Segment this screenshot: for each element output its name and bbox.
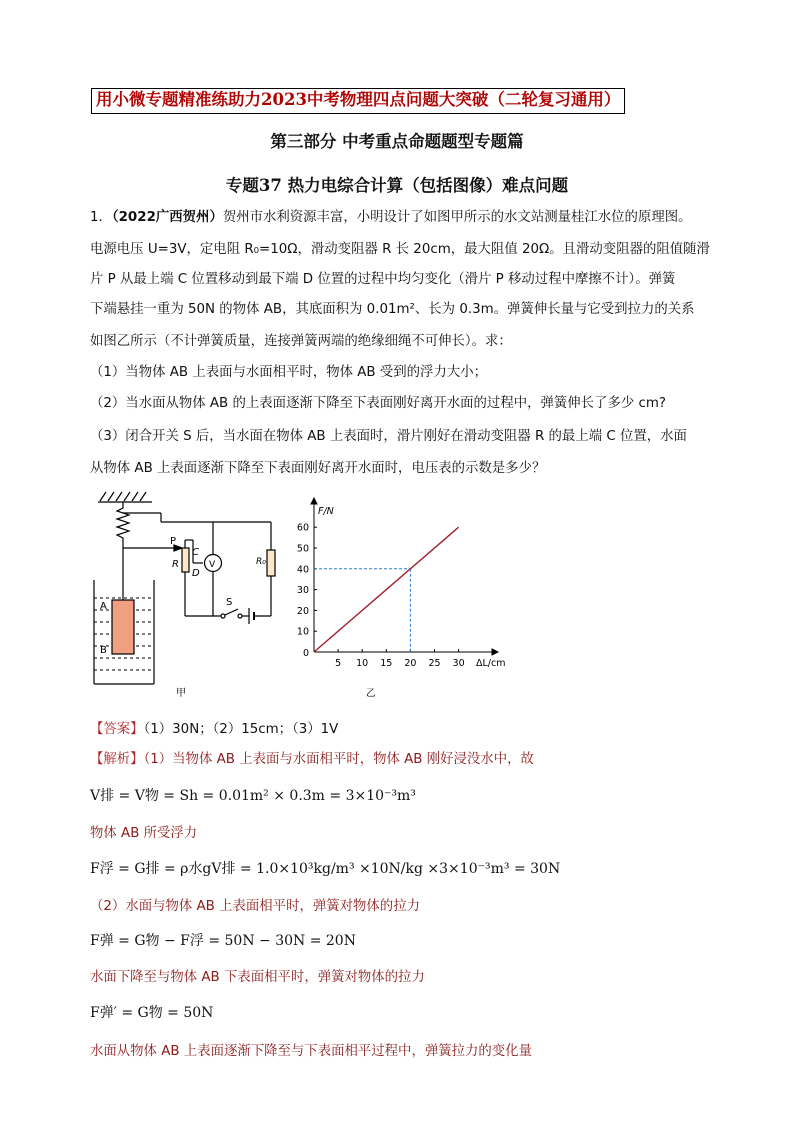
y-axis-label: F/N	[318, 506, 334, 517]
equation-3: F弹 = G物 − F浮 = 50N − 30N = 20N	[90, 933, 356, 949]
question-number: 1．	[90, 210, 112, 225]
question-line-5: 如图乙所示（不计弹簧质量，连接弹簧两端的绝缘细绳不可伸长）。求：	[90, 334, 512, 349]
x-tick-label: 20	[404, 658, 417, 669]
label-V: V	[209, 560, 216, 570]
answer-label: 【答案】	[90, 722, 144, 737]
x-axis-arrow	[492, 649, 498, 655]
question-line-1	[90, 206, 692, 225]
label-R0: R₀	[256, 557, 266, 567]
y-tick-label: 50	[296, 543, 309, 555]
rheostat-R	[182, 548, 189, 572]
y-tick-label: 40	[296, 564, 309, 576]
label-A: A	[100, 601, 107, 612]
analysis-step-2: 物体 AB 所受浮力	[90, 826, 198, 841]
question-line-3: 片 P 从最上端 C 位置移动到最下端 D 位置的过程中均匀变化（滑片 P 移动过程中摩擦不计）。弹簧	[90, 272, 676, 287]
analysis-line-1	[90, 748, 534, 767]
analysis-step-3: （2）水面与物体 AB 上表面相平时，弹簧对物体的拉力	[90, 899, 420, 914]
question-text-1: 贺州市水利资源丰富，小明设计了如图甲所示的水文站测量桂江水位的原理图。	[222, 210, 692, 225]
x-tick-label: 25	[428, 658, 441, 669]
y-tick-label: 20	[296, 605, 309, 617]
equation-1: V排 = V物 = Sh = 0.01m² × 0.3m = 3×10⁻³m³	[90, 788, 416, 804]
label-B: B	[100, 645, 107, 656]
subquestion-1: （1）当物体 AB 上表面与水面相平时，物体 AB 受到的浮力大小；	[90, 365, 488, 380]
subquestion-3a: （3）闭合开关 S 后，当水面在物体 AB 上表面时，滑片刚好在滑动变阻器 R 的最上端 C 位置，水面	[90, 429, 687, 444]
x-axis-label: ΔL/cm	[476, 658, 506, 669]
series-banner: 用小微专题精准练助力2023中考物理四点问题大突破（二轮复习通用）	[91, 88, 625, 114]
subquestion-2: （2）当水面从物体 AB 的上表面逐渐下降至下表面刚好离开水面的过程中，弹簧伸长了多少 cm?	[90, 396, 666, 411]
y-axis-arrow	[311, 498, 317, 504]
analysis-step-4: 水面下降至与物体 AB 下表面相平时，弹簧对物体的拉力	[90, 970, 425, 985]
caption-yi: 乙	[366, 688, 376, 699]
label-D: D	[192, 568, 200, 579]
y-tick-label: 60	[296, 522, 309, 534]
equation-4: F弹′ = G物 = 50N	[90, 1005, 214, 1021]
question-line-4: 下端悬挂一重为 50N 的物体 AB，其底面积为 0.01m²、长为 0.3m。弹簧伸长量与它受到拉力的关系	[90, 302, 695, 317]
equation-2: F浮 = G排 = ρ水gV排 = 1.0×10³kg/m³ ×10N/kg ×3×10⁻³m³ = 30N	[90, 861, 561, 877]
object-AB	[112, 600, 134, 654]
circuit-diagram	[86, 488, 296, 700]
topic-heading: 专题37 热力电综合计算（包括图像）难点问题	[225, 176, 569, 195]
spring	[117, 502, 129, 548]
x-tick-label: 30	[452, 658, 465, 669]
x-tick-label: 10	[356, 658, 369, 669]
y-tick-label: 30	[296, 585, 309, 597]
label-R: R	[172, 559, 179, 570]
ceiling-hatch	[100, 492, 146, 501]
series-line	[314, 527, 459, 652]
label-S: S	[226, 597, 233, 608]
x-tick-label: 15	[380, 658, 393, 669]
answer-text: （1）30N；（2）15cm；（3）1V	[143, 722, 339, 737]
analysis-step-1: （1）当物体 AB 上表面与水面相平时，物体 AB 刚好浸没水中，故	[143, 752, 534, 767]
analysis-label: 【解析】	[90, 752, 144, 767]
subquestion-3b: 从物体 AB 上表面逐渐下降至下表面刚好离开水面时，电压表的示数是多少？	[90, 461, 546, 476]
label-C: C	[192, 547, 199, 558]
y-tick-label: 10	[296, 626, 309, 638]
force-extension-chart	[292, 496, 512, 700]
part-heading: 第三部分 中考重点命题题型专题篇	[270, 132, 524, 151]
origin-label: 0	[302, 648, 309, 659]
label-P: P	[170, 536, 177, 547]
answer-line	[90, 718, 338, 737]
question-source: （2022广西贺州）	[111, 210, 223, 225]
question-line-2: 电源电压 U=3V，定电阻 R₀=10Ω，滑动变阻器 R 长 20cm，最大阻值 20Ω。且滑动变阻器的阻值随滑	[90, 242, 710, 257]
caption-jia: 甲	[176, 688, 186, 699]
resistor-R0	[267, 550, 275, 576]
x-tick-label: 5	[335, 658, 342, 669]
analysis-step-5: 水面从物体 AB 上表面逐渐下降至与下表面相平过程中，弹簧拉力的变化量	[90, 1044, 532, 1059]
